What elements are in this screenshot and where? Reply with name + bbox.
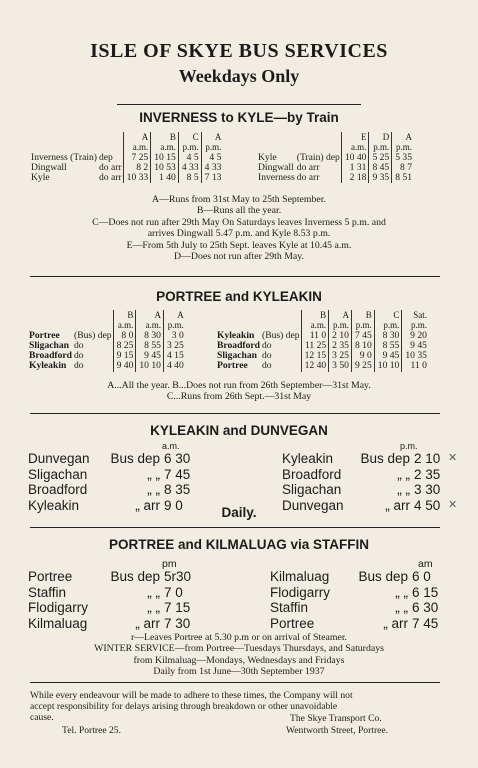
time-cell: 4 50	[414, 497, 441, 513]
service-code: A	[136, 310, 164, 320]
time-cell: 10 15	[151, 153, 179, 163]
kyleakin-portree-table	[216, 310, 429, 372]
section-rule	[30, 276, 440, 277]
station-name: Sligachan	[29, 339, 69, 351]
page-subtitle: Weekdays Only	[178, 66, 300, 86]
time-cell: 3 25	[163, 341, 185, 351]
period-label: p.m.	[400, 441, 418, 451]
service-code: A	[392, 132, 414, 142]
note-line: A—Runs from 31st May to 25th September.	[152, 194, 326, 205]
time-cell: 9 45	[374, 351, 402, 361]
time-cell: 8 30	[374, 331, 402, 341]
period-label: p.m.	[351, 320, 374, 330]
station-kind: dep	[99, 151, 113, 163]
station-name: Kilmaluag	[270, 569, 330, 584]
note-line: Daily from 1st June—30th September 1937	[153, 666, 325, 678]
time-cell: 7 45	[351, 331, 374, 341]
service-code: A	[123, 132, 151, 142]
disclaimer	[30, 690, 450, 723]
station-kind: „ „	[147, 482, 160, 497]
company-name: The Skye Transport Co.	[290, 713, 382, 724]
station-kind: Bus dep	[110, 569, 160, 584]
time-cell: 9 35	[369, 173, 392, 183]
time-cell: 5r30	[164, 569, 192, 584]
time-cell: 10 35	[402, 351, 429, 361]
time-cell: 7 45	[412, 615, 439, 631]
station-name: Kyleakin	[217, 329, 255, 341]
service-notes	[0, 194, 478, 262]
telephone: Tel. Portree 25.	[62, 725, 122, 736]
station-name: Kilmaluag	[28, 615, 88, 631]
table-row	[270, 569, 448, 585]
time-cell: 5 25	[369, 153, 392, 163]
station-name: Kyle	[258, 151, 277, 163]
note-line: D—Does not run after 29th May.	[174, 251, 304, 263]
page-title: ISLE OF SKYE BUS SERVICES	[90, 40, 388, 62]
period-label: a.m.	[301, 320, 329, 330]
section-heading-inverness-kyle: INVERNESS to KYLE—by Train	[139, 110, 339, 125]
note-line: B—Runs all the year.	[196, 205, 282, 217]
time-cell: 1 31	[341, 163, 369, 173]
section-heading-portree-kyleakin: PORTREE and KYLEAKIN	[156, 289, 322, 304]
station-kind: (Train) dep	[296, 151, 340, 163]
service-code: D	[369, 132, 392, 142]
table-row	[28, 482, 204, 498]
table-row	[282, 467, 457, 483]
service-notes	[0, 632, 478, 678]
station-name: Kyleakin	[28, 497, 80, 513]
table-row	[257, 173, 414, 183]
time-cell: 6 30	[164, 451, 191, 466]
station-name: Kyleakin	[29, 360, 67, 372]
time-cell: 2 10	[329, 331, 352, 341]
table-row	[28, 600, 204, 616]
period-label: pm	[162, 558, 177, 570]
time-cell: 4 5	[201, 153, 223, 163]
time-cell: 7 0	[164, 584, 183, 600]
table-row	[282, 482, 457, 498]
service-code: C	[374, 310, 402, 320]
note-line: C...Runs from 26th Sept.—31st May	[166, 391, 312, 403]
station-kind: „ „	[147, 466, 160, 482]
service-notes	[0, 380, 478, 403]
station-name: Kyle	[31, 172, 50, 184]
time-cell: 8 10	[351, 341, 374, 351]
inverness-kyle-table	[30, 132, 223, 183]
table-row	[282, 451, 457, 467]
time-cell: 9 40	[113, 361, 136, 371]
period-label: a.m.	[113, 320, 136, 330]
table-row	[28, 467, 204, 483]
note-line: r—Leaves Portree at 5.30 p.m or on arrival of Steamer.	[130, 632, 347, 643]
time-cell: 8 35	[164, 482, 191, 497]
period-label: p.m.	[369, 142, 392, 152]
section-rule	[117, 104, 361, 105]
station-kind: do	[262, 360, 272, 372]
time-cell: 8 30	[136, 331, 164, 341]
station-name: Portree	[270, 615, 315, 631]
table-row	[28, 585, 204, 601]
station-kind: (Bus) dep	[74, 329, 112, 341]
dunvegan-kyleakin-table	[28, 451, 204, 513]
time-cell: 7 45	[164, 466, 191, 482]
note-line: from Kilmaluag—Mondays, Wednesdays and Fridays	[133, 654, 345, 666]
time-cell: 12 40	[301, 361, 329, 371]
time-cell: 8 55	[136, 341, 164, 351]
station-kind: do arr	[296, 172, 320, 184]
station-kind: (Bus) dep	[262, 329, 300, 341]
table-row	[28, 451, 204, 467]
time-cell: 2 18	[341, 173, 369, 183]
time-cell: 10 53	[151, 163, 179, 173]
time-cell: 9 45	[402, 341, 429, 351]
time-cell: 2 35	[329, 341, 352, 351]
station-kind: do	[74, 339, 84, 351]
service-code: A	[201, 132, 223, 142]
section-rule	[30, 413, 440, 414]
station-name: Portree	[29, 329, 60, 341]
station-kind: „ arr	[383, 615, 408, 631]
service-code: B	[151, 132, 179, 142]
time-cell: 9 20	[402, 331, 429, 341]
time-cell: 4 33	[201, 163, 223, 173]
time-cell: 6 30	[412, 600, 439, 615]
portree-kilmaluag-table	[28, 569, 204, 631]
time-cell: 8 51	[392, 173, 414, 183]
disclaimer-line: cause.	[30, 712, 54, 723]
station-kind: „ „	[147, 600, 160, 615]
station-name: Staffin	[270, 600, 309, 615]
time-cell: 9 0	[351, 351, 374, 361]
station-kind: „ arr	[385, 497, 410, 513]
service-code: E	[341, 132, 369, 142]
period-label: p.m.	[392, 142, 414, 152]
time-cell: 8 7	[392, 163, 414, 173]
portree-kyleakin-table	[28, 310, 186, 372]
time-cell: 4 15	[163, 351, 185, 361]
section-rule	[30, 527, 440, 528]
time-cell: 7 30	[164, 615, 191, 631]
table-row	[28, 616, 204, 632]
station-name: Staffin	[28, 584, 67, 600]
table-row	[270, 600, 448, 616]
time-cell: 10 10	[374, 361, 402, 371]
section-rule	[30, 682, 440, 683]
note-line: A...All the year. B...Does not run from 26th September—31st May.	[107, 380, 371, 391]
time-cell: 6 0	[412, 569, 431, 584]
kyle-inverness-table	[257, 132, 414, 183]
station-kind: Bus dep	[358, 569, 408, 584]
note-line: WINTER SERVICE—from Portree—Tuesdays Thursdays, and Saturdays	[94, 643, 384, 655]
time-cell: 11 0	[402, 361, 429, 371]
time-cell: 4 5	[178, 153, 201, 163]
period-label: p.m.	[178, 142, 201, 152]
service-code: C	[178, 132, 201, 142]
time-cell: 10 40	[341, 153, 369, 163]
period-label: p.m.	[374, 320, 402, 330]
station-name: Portree	[28, 569, 73, 584]
station-name: Broadford	[29, 350, 72, 362]
time-cell: 3 0	[163, 331, 185, 341]
service-code: A	[163, 310, 185, 320]
time-cell: 4 40	[163, 361, 185, 371]
station-name: Broadford	[282, 466, 342, 482]
station-kind: do	[262, 350, 272, 362]
time-cell: 5 35	[392, 153, 414, 163]
station-kind: „ arr	[135, 615, 160, 631]
period-label: p.m.	[163, 320, 185, 330]
service-code: A	[329, 310, 352, 320]
table-row	[28, 569, 204, 585]
handwritten-cross-mark: ✕	[448, 452, 458, 464]
station-name: Broadford	[28, 482, 88, 497]
time-cell: 8 55	[374, 341, 402, 351]
kilmaluag-portree-table	[270, 569, 448, 631]
period-label: a.m.	[341, 142, 369, 152]
time-cell: 11 25	[301, 341, 329, 351]
period-label: p.m.	[329, 320, 352, 330]
period-label: a.m.	[162, 441, 180, 451]
table-row	[270, 616, 448, 632]
time-cell: 9 0	[164, 497, 183, 513]
period-label: a.m.	[136, 320, 164, 330]
station-name: Sligachan	[282, 482, 342, 497]
service-code: Sat.	[402, 310, 429, 320]
time-cell: 3 30	[414, 482, 441, 497]
table-row	[28, 361, 186, 371]
handwritten-cross-mark: ✕	[448, 498, 458, 511]
station-name: Dingwall	[31, 161, 67, 173]
station-name: Kyleakin	[282, 451, 334, 466]
note-line: C—Does not run after 29th May On Saturdays leaves Inverness 5 p.m. and	[92, 216, 386, 228]
time-cell: 10 10	[136, 361, 164, 371]
station-kind: „ „	[395, 584, 408, 600]
station-kind: Bus dep	[360, 451, 410, 466]
time-cell: 10 33	[123, 173, 151, 183]
time-cell: 9 25	[351, 361, 374, 371]
period-label: a.m.	[123, 142, 151, 152]
station-name: Broadford	[217, 339, 260, 351]
period-label: p.m.	[402, 320, 429, 330]
station-name: Inverness (Train)	[31, 151, 97, 163]
time-cell: 8 45	[369, 163, 392, 173]
time-cell: 2 35	[414, 466, 441, 482]
time-cell: 1 40	[151, 173, 179, 183]
disclaimer-line: While every endeavour will be made to adhere to these times, the Company will not	[30, 690, 353, 701]
table-row	[216, 361, 429, 371]
station-kind: do arr	[99, 172, 122, 184]
time-cell: 2 10	[414, 451, 441, 466]
period-label: a.m.	[151, 142, 179, 152]
station-kind: do	[262, 339, 272, 351]
time-cell: 8 25	[113, 341, 136, 351]
time-cell: 3 25	[329, 351, 352, 361]
station-name: Sligachan	[28, 466, 88, 482]
time-cell: 6 15	[412, 584, 439, 600]
section-heading-portree-kilmaluag: PORTREE and KILMALUAG via STAFFIN	[108, 537, 369, 552]
time-cell: 3 50	[329, 361, 352, 371]
time-cell: 9 15	[113, 351, 136, 361]
time-cell: 8 5	[178, 173, 201, 183]
station-kind: do arr	[99, 161, 122, 173]
time-cell: 4 33	[178, 163, 201, 173]
time-cell: 9 45	[136, 351, 164, 361]
station-kind: do	[74, 350, 84, 362]
service-code: B	[301, 310, 329, 320]
table-row	[270, 585, 448, 601]
time-cell: 7 13	[201, 173, 223, 183]
time-cell: 8 2	[123, 163, 151, 173]
period-label: p.m.	[201, 142, 223, 152]
time-cell: 11 0	[301, 331, 329, 341]
station-name: Dunvegan	[282, 497, 344, 513]
section-heading-kyleakin-dunvegan: KYLEAKIN and DUNVEGAN	[150, 423, 328, 438]
time-cell: 7 25	[123, 153, 151, 163]
station-kind: „ „	[147, 584, 160, 600]
station-kind: „ arr	[135, 497, 160, 513]
note-line: E—From 5th July to 25th Sept. leaves Kyle at 10.45 a.m.	[126, 239, 352, 251]
service-code: B	[351, 310, 374, 320]
station-name: Flodigarry	[270, 584, 331, 600]
time-cell: 7 15	[164, 600, 191, 615]
note-line: arrives Dingwall 5.47 p.m. and Kyle 8.53 p.m.	[147, 228, 331, 240]
daily-label: Daily.	[221, 505, 257, 520]
station-kind: „ „	[395, 600, 408, 615]
station-name: Portree	[217, 360, 248, 372]
station-name: Sligachan	[217, 350, 257, 362]
station-name: Dunvegan	[28, 451, 90, 466]
station-name: Dingwall	[258, 161, 294, 173]
period-label: am	[418, 558, 433, 570]
disclaimer-line: accept responsibility for delays arising through breakdown or other unavoidable	[30, 701, 338, 712]
station-kind: do arr	[296, 161, 320, 173]
kyleakin-dunvegan-table	[282, 451, 457, 513]
station-name: Inverness	[258, 172, 295, 184]
service-code: B	[113, 310, 136, 320]
time-cell: 12 15	[301, 351, 329, 361]
company-address: Wentworth Street, Portree.	[286, 725, 389, 736]
station-kind: Bus dep	[110, 451, 160, 466]
time-cell: 8 0	[113, 331, 136, 341]
station-kind: „ „	[397, 466, 410, 482]
station-kind: do	[74, 360, 84, 372]
station-kind: „ „	[397, 482, 410, 497]
table-row	[30, 173, 223, 183]
station-name: Flodigarry	[28, 600, 89, 615]
